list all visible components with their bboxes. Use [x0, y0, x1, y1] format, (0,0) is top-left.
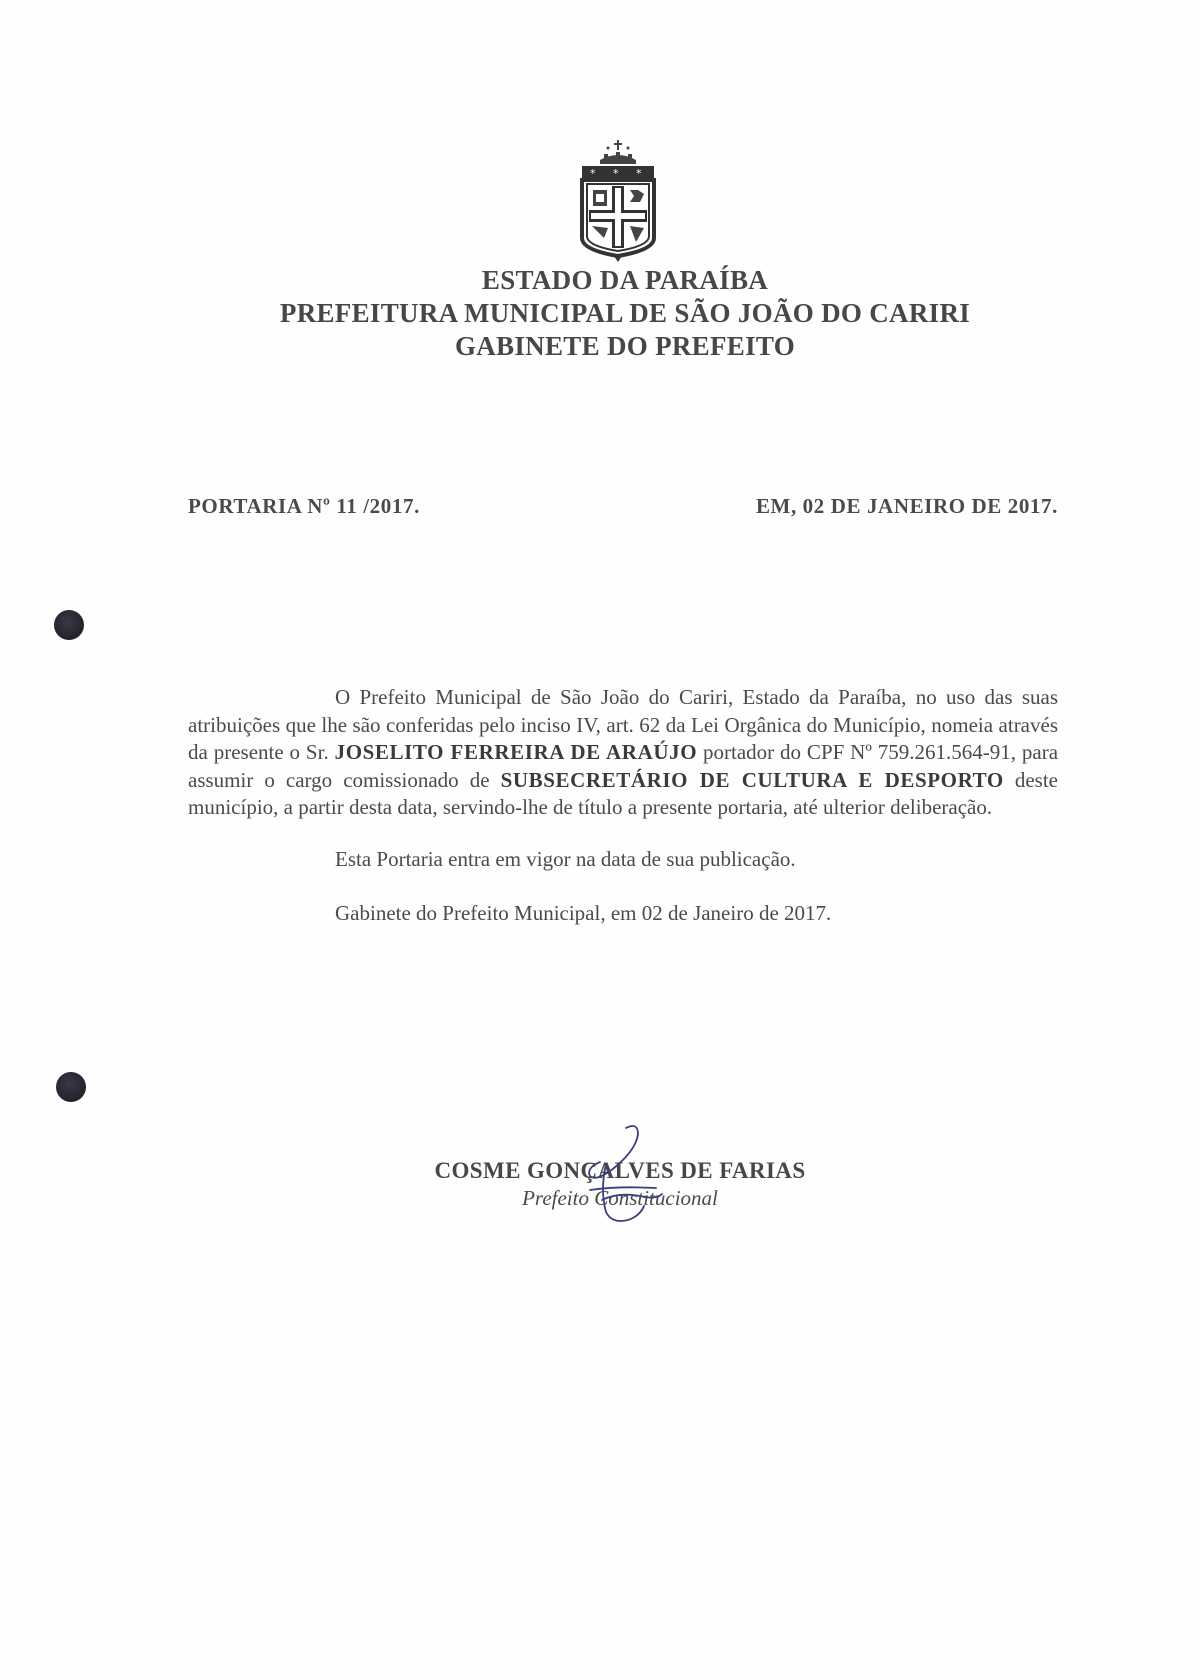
portaria-date: EM, 02 DE JANEIRO DE 2017. [755, 494, 1058, 518]
header-prefecture: PREFEITURA MUNICIPAL DE SÃO JOÃO DO CARIRI [279, 298, 971, 328]
appointment-text-closing: deste município, a partir desta data, servindo-lhe de título a presente portaria, até ulterior deliberação. [188, 767, 1058, 819]
svg-text:*: * [613, 167, 619, 180]
letterhead [0, 264, 1200, 363]
header-office: GABINETE DO PREFEITO [454, 331, 796, 361]
handwritten-signature-icon [566, 1120, 676, 1230]
signer-name: COSME GONÇALVES DE FARIAS [434, 1158, 806, 1183]
body-paragraph-place-date: Gabinete do Prefeito Municipal, em 02 de Janeiro de 2017. [335, 901, 832, 925]
svg-text:*: * [590, 167, 596, 180]
signer-title: Prefeito Constitucional [522, 1186, 718, 1210]
appointed-role: SUBSECRETÁRIO DE CULTURA E DESPORTO [500, 767, 1004, 792]
appointee-name: JOSELITO FERREIRA DE ARAÚJO [334, 740, 698, 764]
body-paragraph-effective: Esta Portaria entra em vigor na data de sua publicação. [335, 846, 796, 871]
appointment-text-cpf: portador do CPF Nº 759.261.564-91, para assumir o cargo comissionado de [188, 740, 1059, 792]
body-paragraph-appointment [188, 684, 1058, 822]
appointment-text-intro: O Prefeito Municipal de São João do Cariri, Estado da Paraíba, no uso das suas atribuições que lhe são conferidas pelo inciso IV, art. 62 da Lei Orgânica do Município, nomeia através da presente o Sr. [188, 685, 1058, 764]
header-state: ESTADO DA PARAÍBA [481, 265, 769, 295]
portaria-number: PORTARIA Nº 11 /2017. [188, 494, 420, 518]
document-body [188, 684, 1058, 928]
svg-text:*: * [636, 167, 642, 180]
municipal-coat-of-arms-icon [574, 138, 662, 264]
punch-hole [56, 1072, 86, 1102]
punch-hole [54, 610, 84, 640]
